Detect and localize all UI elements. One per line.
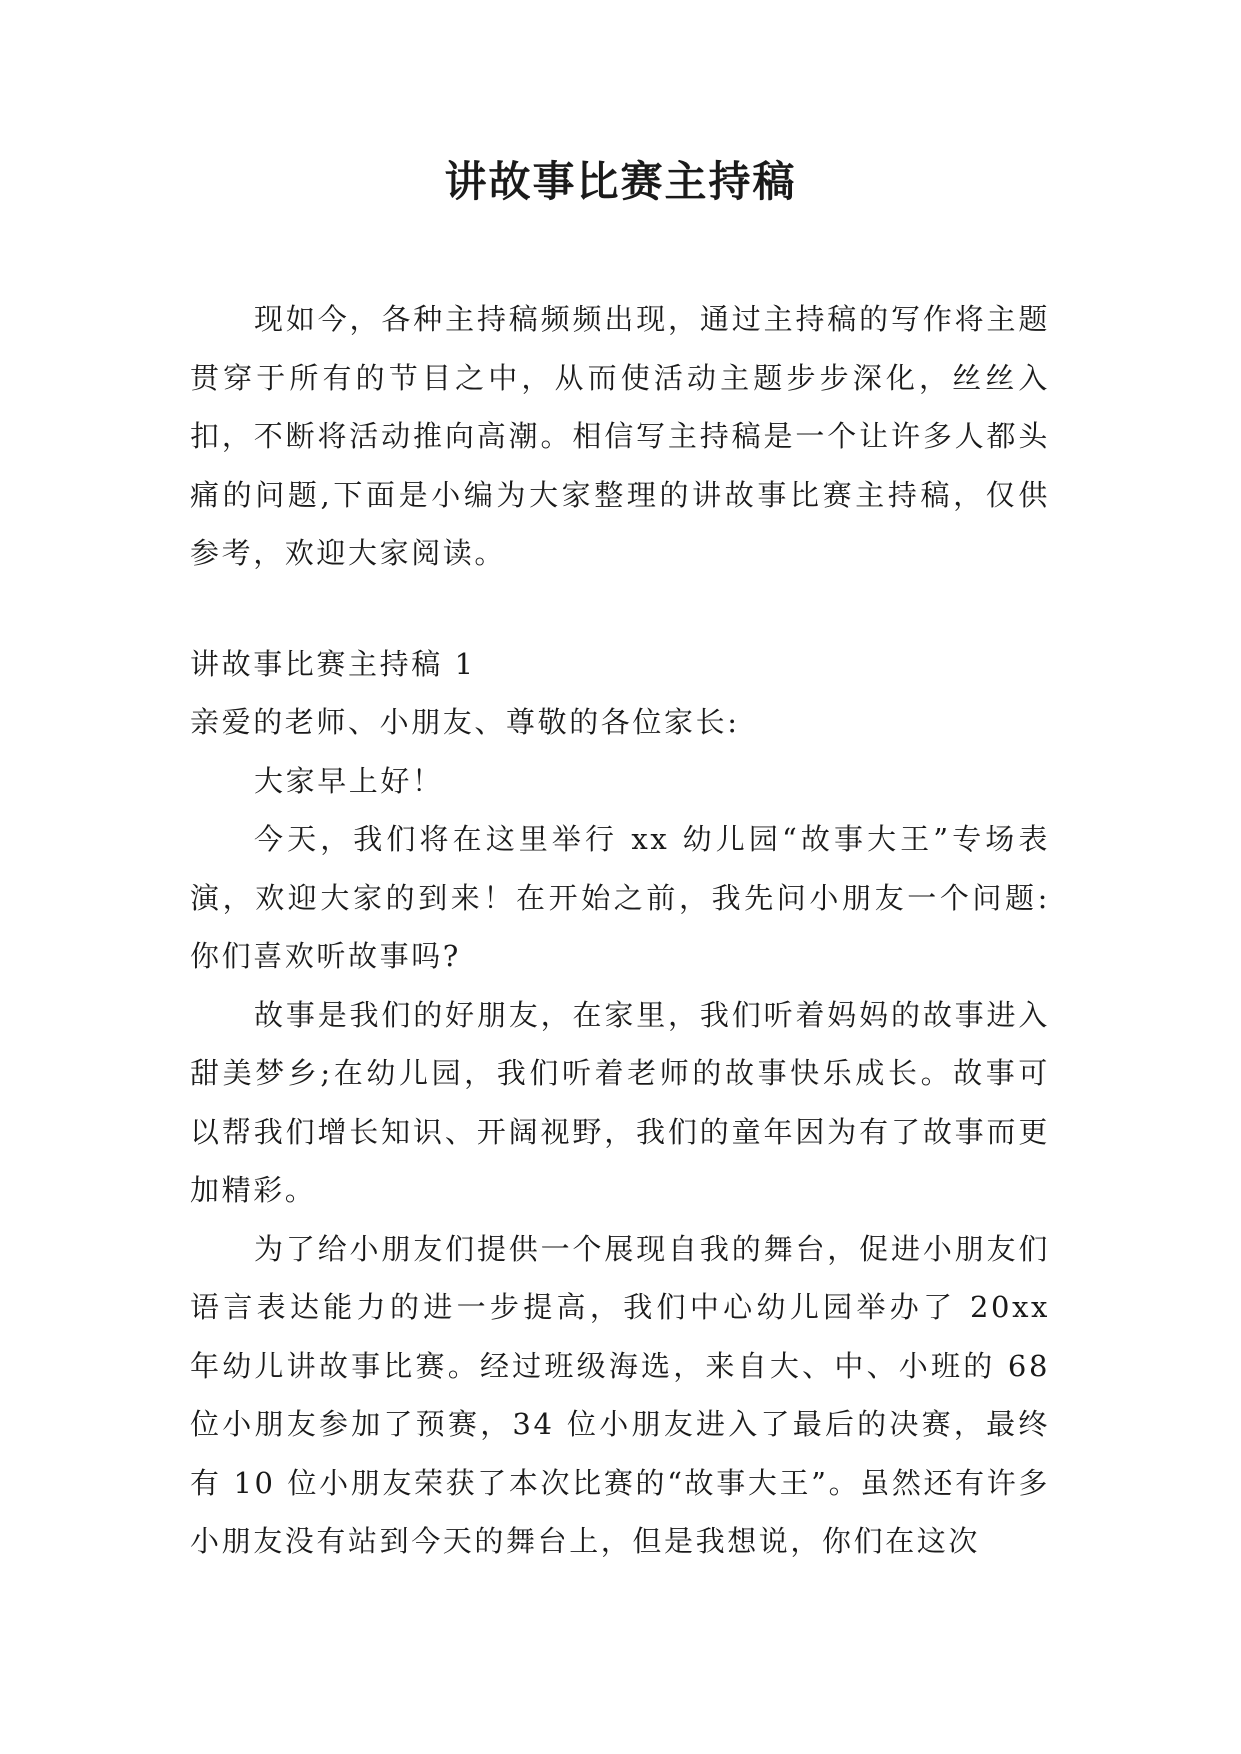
body-paragraph: 今天，我们将在这里举行 xx 幼儿园“故事大王”专场表演，欢迎大家的到来！在开始之前，我先问小朋友一个问题:你们喜欢听故事吗? (190, 822, 1050, 973)
section-spacer (190, 583, 1050, 635)
greeting-line: 大家早上好！ (254, 763, 444, 798)
body-paragraph: 为了给小朋友们提供一个展现自我的舞台，促进小朋友们语言表达能力的进一步提高，我们中心幼儿园举办了 20xx 年幼儿讲故事比赛。经过班级海选，来自大、中、小班的 68 位小朋友参加了预赛，34 位小朋友进入了最后的决赛，最终有 10 位小朋友荣获了本次比赛的“故事大王”。虽然还有许多小朋友没有站到今天的舞台上，但是我想说，你们在这次 (190, 1231, 1050, 1558)
intro-paragraph: 现如今，各种主持稿频频出现，通过主持稿的写作将主题贯穿于所有的节目之中，从而使活动主题步步深化，丝丝入扣，不断将活动推向高潮。相信写主持稿是一个让许多人都头痛的问题,下面是小编为大家整理的讲故事比赛主持稿，仅供参考，欢迎大家阅读。 (190, 302, 1050, 570)
document-body (190, 290, 1050, 1571)
section-heading: 讲故事比赛主持稿 1 (190, 646, 476, 681)
body-paragraph: 故事是我们的好朋友，在家里，我们听着妈妈的故事进入甜美梦乡;在幼儿园，我们听着老师的故事快乐成长。故事可以帮我们增长知识、开阔视野，我们的童年因为有了故事而更加精彩。 (190, 997, 1050, 1207)
salutation-line: 亲爱的老师、小朋友、尊敬的各位家长: (190, 705, 740, 739)
document-title: 讲故事比赛主持稿 (444, 157, 797, 206)
